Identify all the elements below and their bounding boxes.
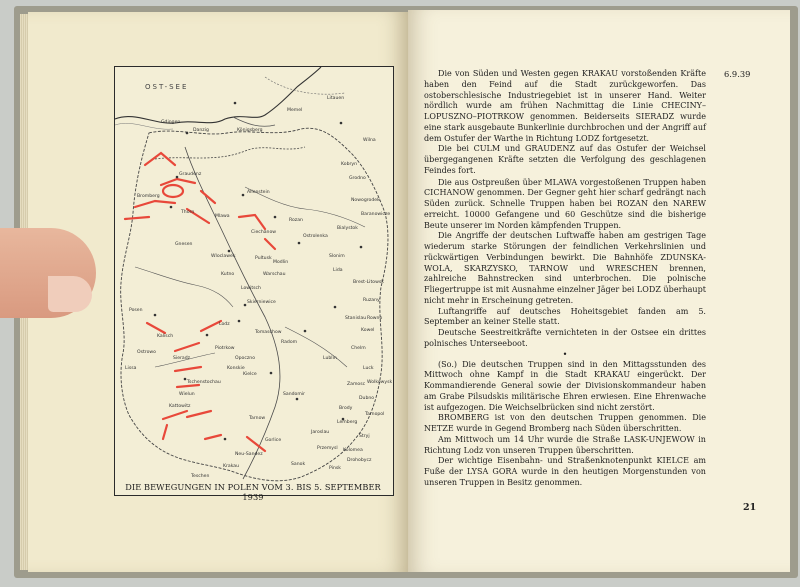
map-label: Przemysl xyxy=(317,446,338,451)
map-label: Allenstein xyxy=(247,190,270,195)
paragraph: Die von Süden und Westen gegen KRAKAU vorstoßenden Kräfte haben den Feind auf die Stadt zurückgeworfen. Das ostoberschlesische Industriegebiet ist in unserer Hand. Weiter nördlich wurde am frühen Nachmittag die Linie CHECINY–LOPUSZNO–PIOTRKOW genommen. Beiderseits SIERADZ wurde eine stark ausgebaute Bunkerlinie durchbrochen und der Angriff auf dem Ostufer der Warthe in Richtung LODZ fortgesetzt. xyxy=(424,69,706,143)
paragraph: Luftangriffe auf deutsches Hoheitsgebiet fanden am 5. September an keiner Stelle statt. xyxy=(424,306,706,327)
map-label: Baranowicze xyxy=(361,212,391,217)
map-label: Teschen xyxy=(191,474,210,479)
map-label: Dubno xyxy=(359,396,375,401)
map-label: Kattowitz xyxy=(169,404,191,409)
coastline xyxy=(115,67,321,123)
map-label: Posen xyxy=(129,308,143,313)
map-label: Litauen xyxy=(327,96,345,101)
map-label: Danzig xyxy=(193,128,209,133)
map-label: Bromberg xyxy=(137,194,160,199)
map-label: Grodno xyxy=(349,176,366,181)
map-label: Gdingen xyxy=(161,120,181,125)
east-prussia-border xyxy=(155,147,305,159)
paragraph: Die Angriffe der deutschen Luftwaffe haben am gestrigen Tage wiederum starke Störungen der feindlichen Verkehrslinien und rückwärtigen Verbindungen bewirkt. Die Bahnhöfe ZDUNSKA-WOLA, SKARZYSKO, TARNOW und WRESCHEN brennen, zahlreiche Bahnstrecken sind unterbrochen. Die polnische Fliegertruppe ist mit Ausnahme einzelner Jäger bei LODZ überhaupt nicht mehr in Erscheinung getreten. xyxy=(424,231,706,305)
map-label: Stryj xyxy=(359,434,370,439)
map-label: Ostrolenka xyxy=(303,234,328,239)
map-label: Stanislau xyxy=(345,316,367,321)
map-label: Nowogrodek xyxy=(351,198,380,203)
map-label: Konskie xyxy=(227,366,245,371)
map-label: Graudenz xyxy=(179,172,202,177)
map-label: Lublin xyxy=(323,356,337,361)
map-label: Wilna xyxy=(363,138,376,143)
map-label: Pultusk xyxy=(255,256,272,261)
map-label: Bialystok xyxy=(337,226,358,231)
paragraph: Am Mittwoch um 14 Uhr wurde die Straße LASK-UNJEWOW in Richtung Lodz von unseren Truppen überschritten. xyxy=(424,434,706,455)
map-label: Thorn xyxy=(181,210,195,215)
paragraph: Der wichtige Eisenbahn- und Straßenknotenpunkt KIELCE am Fuße der LYSA GORA wurde in den heutigen Morgenstunden von unseren Truppen in Besitz genommen. xyxy=(424,456,706,487)
date-margin: 6.9.39 xyxy=(724,69,751,79)
map-label: Lissa xyxy=(125,366,137,371)
map-label: Rowno xyxy=(367,316,383,321)
map-label: Ruzany xyxy=(363,298,380,303)
map-label: Brody xyxy=(339,406,353,411)
map-label: Königsberg xyxy=(237,128,263,133)
map-label: Lowitsch xyxy=(241,286,261,291)
map-label: Skierniewice xyxy=(247,300,276,305)
map-label: Drohobycz xyxy=(347,458,372,463)
map-label: Krakau xyxy=(223,464,240,469)
map-label: Gnesen xyxy=(175,242,193,247)
map-label: Chelm xyxy=(351,346,366,351)
map-label: Brest-Litowsk xyxy=(353,280,384,285)
map-label: Jaroslau xyxy=(311,430,330,435)
paragraph: BROMBERG ist von den deutschen Truppen genommen. Die NETZE wurde in Gegend Bromberg nach Süden überschritten. xyxy=(424,413,706,433)
map-label: Kobryn xyxy=(341,162,358,167)
sea-label: OST-SEE xyxy=(145,83,189,91)
map-label: Ciechanow xyxy=(251,230,277,235)
paragraph: Die aus Ostpreußen über MLAWA vorgestoßenen Truppen haben CICHANOW genommen. Der Gegner geht hier scharf gedrängt nach Süden zurück. Schnelle Truppen haben bei ROZAN den NAREW erreicht. 10000 Gefangene und 60 Geschütze sind die bisherige Beute unserer im Norden kämpfenden Truppen. xyxy=(424,177,706,230)
campaign-map xyxy=(114,66,394,496)
map-label: Gorlice xyxy=(265,438,282,443)
map-label: Slonim xyxy=(329,254,345,259)
paragraph: (So.) Die deutschen Truppen sind in den Mittagsstunden des Mittwoch ohne Kampf in die Stadt KRAKAU eingerückt. Der Kommandierende General sowie der Divisionskommandeur haben am Grabe Pilsudskis militärische Ehren erwiesen. Eine Ehrenwache ist aufgezogen. Die Weichselbrücken sind nicht zerstört. xyxy=(424,359,706,412)
map-label: Wloclawek xyxy=(211,254,236,259)
paragraph: Die bei CULM und GRAUDENZ auf das Ostufer der Weichsel übergegangenen Kräfte setzten die Verfolgung des geschlagenen Feindes fort. xyxy=(424,144,706,175)
map-label: Kalisch xyxy=(157,334,174,339)
map-label: Modlin xyxy=(273,260,289,265)
map-label: Tarnow xyxy=(249,416,266,421)
map-label: Piotrkow xyxy=(215,346,235,351)
paragraph: Deutsche Seestreitkräfte vernichteten in der Ostsee ein drittes polnisches Unterseeboot. xyxy=(424,328,706,348)
map-label: Sandomir xyxy=(283,392,306,397)
map-label: Ostrowo xyxy=(137,350,156,355)
map-label: Mlawa xyxy=(215,214,230,219)
map-label: Kutno xyxy=(221,272,235,277)
map-label: Tarnopol xyxy=(365,412,385,417)
map-label: Kowel xyxy=(361,328,375,333)
map-label: Memel xyxy=(287,108,303,113)
map-label: Rozan xyxy=(289,218,303,223)
report-text xyxy=(424,69,706,489)
thumbnail-nail xyxy=(48,276,92,312)
map-label: Sanok xyxy=(291,462,306,467)
map-label: Pinsk xyxy=(329,466,341,471)
map-label: Tomaschow xyxy=(255,330,282,335)
map-label: Radom xyxy=(281,340,298,345)
map-label: Wolkowysk xyxy=(367,380,393,385)
map-label: Kielce xyxy=(243,372,257,377)
map-label: Lida xyxy=(333,268,343,273)
map-label: Lodz xyxy=(219,322,230,327)
map-label: Warschau xyxy=(263,272,286,277)
map-label: Tschenstochau xyxy=(187,380,221,385)
page-number: 21 xyxy=(743,502,757,513)
map-caption: DIE BEWEGUNGEN IN POLEN VOM 3. BIS 5. SEPTEMBER 1939 xyxy=(125,482,381,502)
separator: • xyxy=(562,349,568,359)
map-label: Neu-Sandez xyxy=(235,452,263,457)
map-label: Wielun xyxy=(179,392,195,397)
map-label: Zamosc xyxy=(347,382,366,387)
map-label: Luck xyxy=(363,366,374,371)
map-label: Kolomea xyxy=(343,448,363,453)
map-label: Lemberg xyxy=(337,420,358,425)
map-label: Sieradz xyxy=(173,356,191,361)
map-label: Opoczno xyxy=(235,356,256,361)
